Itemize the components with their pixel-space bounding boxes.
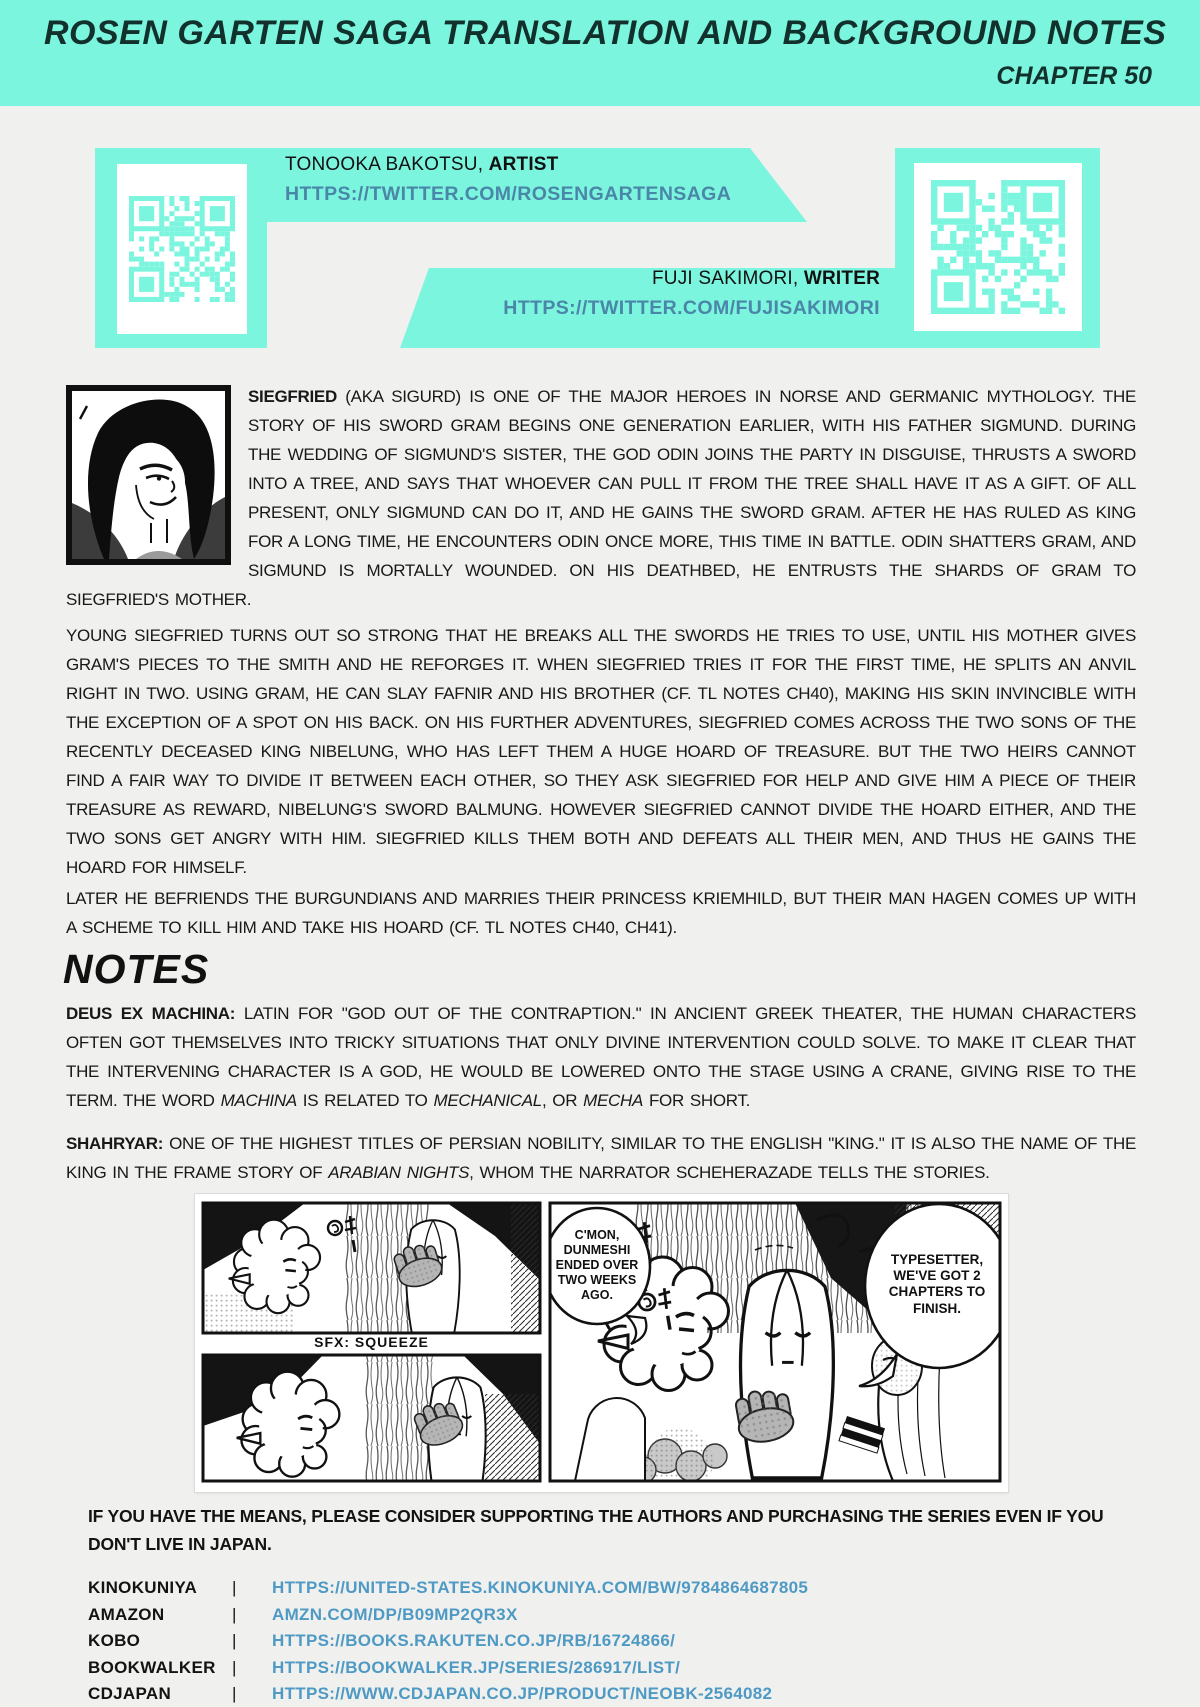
store-links-list: [88, 1575, 1158, 1707]
cdjapan-link[interactable]: HTTPS://WWW.CDJAPAN.CO.JP/PRODUCT/NEOBK-2564082: [272, 1684, 773, 1704]
notes-heading: NOTES: [63, 946, 210, 992]
kobo-link[interactable]: HTTPS://BOOKS.RAKUTEN.CO.JP/RB/16724866/: [272, 1631, 676, 1651]
store-link-row: [88, 1628, 1158, 1655]
store-link-row: [88, 1575, 1158, 1602]
separator: |: [232, 1578, 237, 1598]
store-label: AMAZON: [88, 1604, 165, 1624]
sfx-caption: SFX: SQUEEZE: [314, 1334, 429, 1350]
note-deus-ex-machina: DEUS EX MACHINA: LATIN FOR "GOD OUT OF THE CONTRAPTION." IN ANCIENT GREEK THEATER, THE HUMAN CHARACTERS OFTEN GOT THEMSELVES INTO TRICKY SITUATIONS THAT ONLY DIVINE INTERVENTION COULD SOLVE. TO MAKE IT CLEAR THAT THE INTERVENING CHARACTER IS A GOD, HE WOULD BE LOWERED ONTO THE STAGE USING A CRANE, GIVING RISE TO THE TERM. THE WORD MACHINA IS RELATED TO MECHANICAL, OR MECHA FOR SHORT.: [66, 1004, 1136, 1110]
shahryar-term: SHAHRYAR:: [66, 1134, 164, 1153]
bookwalker-link[interactable]: HTTPS://BOOKWALKER.JP/SERIES/286917/LIST/: [272, 1657, 681, 1677]
siegfried-paragraph-3: LATER HE BEFRIENDS THE BURGUNDIANS AND MARRIES THEIR PRINCESS KRIEMHILD, BUT THEIR MAN HAGEN COMES UP WITH A SCHEME TO KILL HIM AND TAKE HIS HOARD (CF. TL NOTES CH40, CH41).: [66, 889, 1136, 937]
writer-name: FUJI SAKIMORI, WRITER: [652, 268, 880, 289]
store-link-row: [88, 1602, 1158, 1629]
artist-name: TONOOKA BAKOTSU, ARTIST: [285, 154, 559, 175]
kinokuniya-link[interactable]: HTTPS://UNITED-STATES.KINOKUNIYA.COM/BW/9784864687805: [272, 1578, 809, 1598]
header-banner: [0, 0, 1200, 106]
separator: |: [232, 1657, 237, 1677]
comic-strip: [195, 1194, 1008, 1492]
writer-credit: [420, 268, 880, 320]
amazon-link[interactable]: AMZN.COM/DP/B09MP2QR3X: [272, 1604, 518, 1624]
siegfried-paragraph-2: YOUNG SIEGFRIED TURNS OUT SO STRONG THAT HE BREAKS ALL THE SWORDS HE TRIES TO USE, UNTIL HIS MOTHER GIVES GRAM'S PIECES TO THE SMITH AND HE REFORGES IT. WHEN SIEGFRIED TRIES IT FOR THE FIRST TIME, HE SPLITS AN ANVIL RIGHT IN TWO. USING GRAM, HE CAN SLAY FAFNIR AND HIS BROTHER (CF. TL NOTES CH40), MAKING HIS SKIN INVINCIBLE WITH THE EXCEPTION OF A SPOT ON HIS BACK. ON HIS FURTHER ADVENTURES, SIEGFRIED COMES ACROSS THE TWO SONS OF THE RECENTLY DECEASED KING NIBELUNG, WHO HAS LEFT THEM A HUGE HOARD OF TREASURE. BUT THE TWO HEIRS CANNOT FIND A FAIR WAY TO DIVIDE IT BETWEEN EACH OTHER, SO THEY ASK SIEGFRIED FOR HELP AND GIVE HIM A PIECE OF THEIR TREASURE AS REWARD, NIBELUNG'S SWORD BALMUNG. HOWEVER SIEGFRIED CANNOT DIVIDE THE HOARD EITHER, AND THE TWO SONS GET ANGRY WITH HIM. SIEGFRIED KILLS THEM BOTH AND DEFEATS ALL THEIR MEN, AND THUS HE GAINS THE HOARD FOR HIMSELF.: [66, 626, 1136, 877]
store-link-row: [88, 1655, 1158, 1682]
separator: |: [232, 1604, 237, 1624]
qr-code-icon: [129, 196, 235, 302]
artist-qr-code: [117, 164, 247, 334]
artist-credit: [285, 154, 731, 206]
page-title: ROSEN GARTEN SAGA TRANSLATION AND BACKGROUND NOTES: [44, 14, 1167, 52]
qr-code-icon: [931, 180, 1065, 314]
support-message: IF YOU HAVE THE MEANS, PLEASE CONSIDER SUPPORTING THE AUTHORS AND PURCHASING THE SERIES EVEN IF YOU DON'T LIVE IN JAPAN.: [88, 1506, 1104, 1554]
artist-twitter-link[interactable]: HTTPS://TWITTER.COM/ROSENGARTENSAGA: [285, 183, 732, 205]
separator: |: [232, 1631, 237, 1651]
siegfried-portrait: [66, 385, 231, 565]
store-label: KOBO: [88, 1631, 141, 1651]
siegfried-term: SIEGFRIED: [248, 387, 337, 406]
speech-bubble-right: TYPESETTER, WE'VE GOT 2 CHAPTERS TO FINISH.: [888, 1252, 986, 1316]
chapter-label: CHAPTER 50: [996, 62, 1152, 90]
writer-twitter-link[interactable]: HTTPS://TWITTER.COM/FUJISAKIMORI: [503, 297, 880, 319]
separator: |: [232, 1684, 237, 1704]
store-label: BOOKWALKER: [88, 1657, 216, 1677]
store-link-row: [88, 1681, 1158, 1707]
note-shahryar: SHAHRYAR: ONE OF THE HIGHEST TITLES OF PERSIAN NOBILITY, SIMILAR TO THE ENGLISH "KING." IT IS ALSO THE NAME OF THE KING IN THE FRAME STORY OF ARABIAN NIGHTS, WHOM THE NARRATOR SCHEHERAZADE TELLS THE STORIES.: [66, 1134, 1136, 1182]
speech-bubble-left: C'MON, DUNMESHI ENDED OVER TWO WEEKS AGO.: [555, 1228, 639, 1302]
store-label: CDJAPAN: [88, 1684, 172, 1704]
store-label: KINOKUNIYA: [88, 1578, 198, 1598]
deus-term: DEUS EX MACHINA:: [66, 1004, 236, 1023]
siegfried-paragraph: SIEGFRIED (AKA SIGURD) IS ONE OF THE MAJOR HEROES IN NORSE AND GERMANIC MYTHOLOGY. THE STORY OF HIS SWORD GRAM BEGINS ONE GENERATION EARLIER, WITH HIS FATHER SIGMUND. DURING THE WEDDING OF SIGMUND'S SISTER, THE GOD ODIN JOINS THE PARTY IN DISGUISE, THRUSTS A SWORD INTO A TREE, AND SAYS THAT WHOEVER CAN PULL IT FROM THE TREE SHALL HAVE IT AS A GIFT. OF ALL PRESENT, ONLY SIGMUND CAN DO IT, AND HE GAINS THE SWORD GRAM. AFTER HE HAS RULED AS KING FOR A LONG TIME, HE ENCOUNTERS ODIN ONCE MORE, THIS TIME IN BATTLE. ODIN SHATTERS GRAM, AND SIGMUND IS MORTALLY WOUNDED. ON HIS DEATHBED, HE ENTRUSTS THE SHARDS OF GRAM TO SIEGFRIED'S MOTHER.: [66, 387, 1136, 609]
writer-qr-code: [914, 163, 1082, 331]
